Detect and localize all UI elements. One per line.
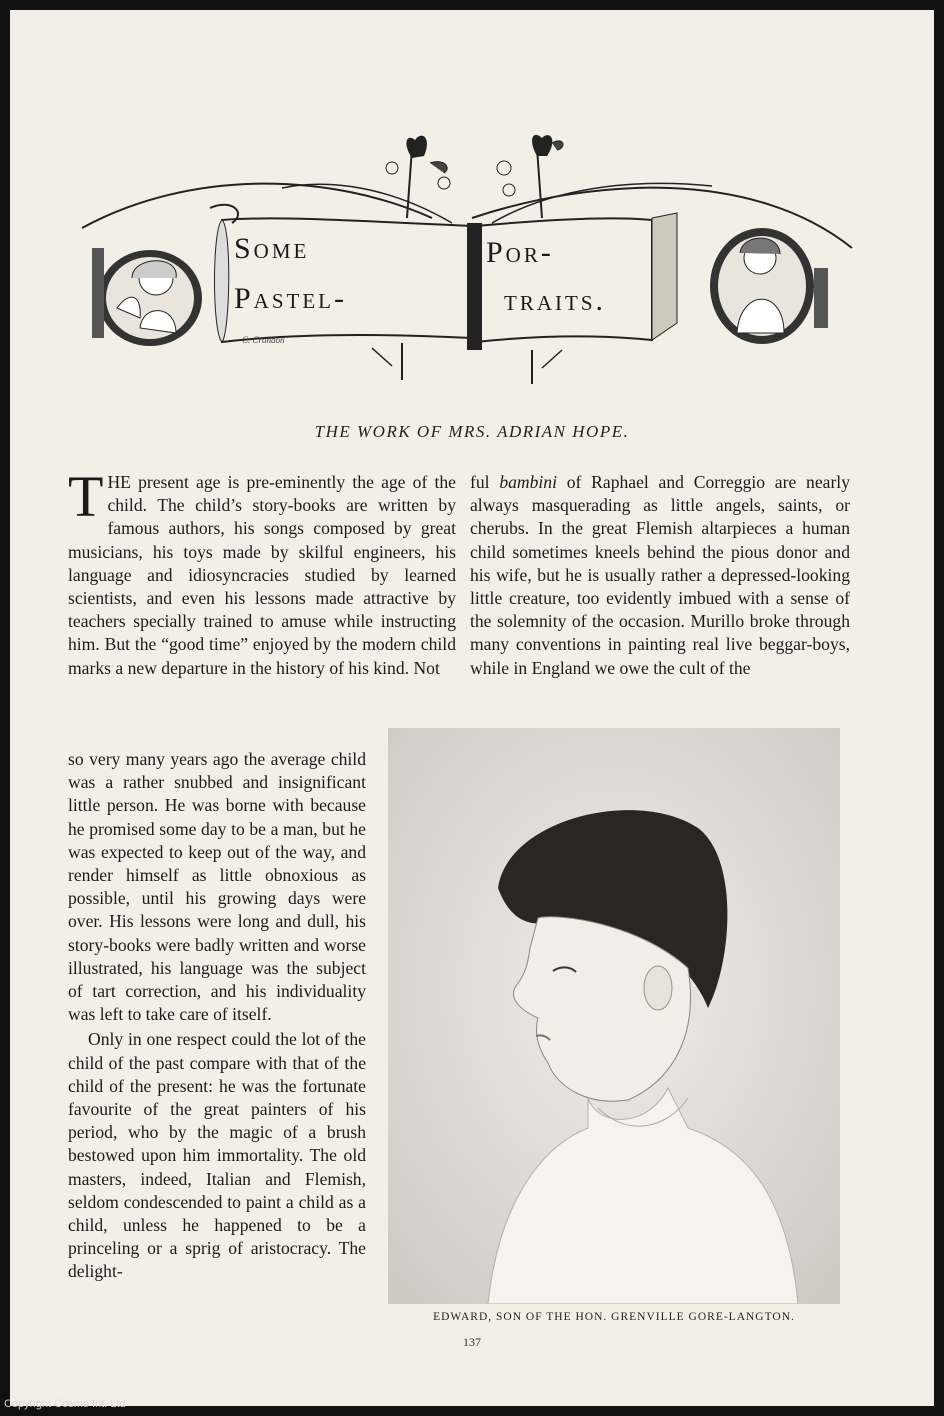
drop-cap: T xyxy=(68,464,104,529)
girl-medallion-icon xyxy=(710,228,828,344)
article-opening-paragraph: THE present age is pre-eminently the age of the child. The child’s story-books are written by famous authors, his songs composed by great musicians, his toys made by skilful engineers, his language and idiosyncracies studied by learned scientists, and even his lessons made attractive by teachers specially trained to amuse while instructing him. But the “good time” enjoyed by the modern child marks a new departure in the history of his kind. Not xyxy=(68,464,456,678)
pastel-portrait-image xyxy=(388,728,840,1304)
decorative-header-illustration xyxy=(72,128,862,390)
artist-signature: C. Crandon xyxy=(242,335,285,345)
article-column-right-top xyxy=(470,471,850,680)
portrait-boy-profile-icon xyxy=(388,728,840,1304)
title-word-some: Some xyxy=(234,232,310,265)
article-column-left-bottom xyxy=(68,748,366,1284)
magazine-page xyxy=(10,10,934,1406)
portrait-caption: EDWARD, SON OF THE HON. GRENVILLE GORE-LANGTON. xyxy=(433,1311,795,1323)
cherub-medallion-icon xyxy=(92,248,202,346)
title-word-pastel: Pastel- xyxy=(234,282,348,315)
article-paragraph-continued: so very many years ago the average child was a rather snubbed and insignificant little person. He was borne with because he promised some day to be a man, but he was expected to keep out of the way, and render himself as little obnoxious as possible, until his growing days were over. His lessons were long and dull, his story-books were badly written and worse illustrated, his language was the subject of tart correction, and his individuality was left to take care of itself. xyxy=(68,749,366,1025)
page-number: 137 xyxy=(463,1335,481,1349)
article-column-left-top xyxy=(68,464,456,680)
copyright-notice: Copyright Cosmo Int. Ltd xyxy=(4,1398,126,1410)
article-paragraph-2: Only in one respect could the lot of the child of the past compare with that of the child of the present: he was the fortunate favourite of the great painters of his period, who by the magic of a brush bestowed upon him immortality. The old masters, indeed, Italian and Flemish, seldom condescended to paint a child as a child, unless he happened to be a princeling or a sprig of aristocracy. The delight- xyxy=(68,1029,366,1282)
title-word-por: Por- xyxy=(486,236,554,269)
title-word-traits: traits. xyxy=(504,284,606,317)
article-right-paragraph: ful bambini of Raphael and Correggio are nearly always masquerading as little angels, saints, or cherubs. In the great Flemish altarpieces a human child sometimes kneels behind the pious donor and his wife, but he is usually rather a depressed-looking little creature, too evidently imbued with a sense of the solemnity of the occasion. Murillo broke through many conventions in painting real live beggar-boys, while in England we owe the cult of the xyxy=(470,472,850,678)
article-subtitle: THE WORK OF MRS. ADRIAN HOPE. xyxy=(314,422,630,441)
